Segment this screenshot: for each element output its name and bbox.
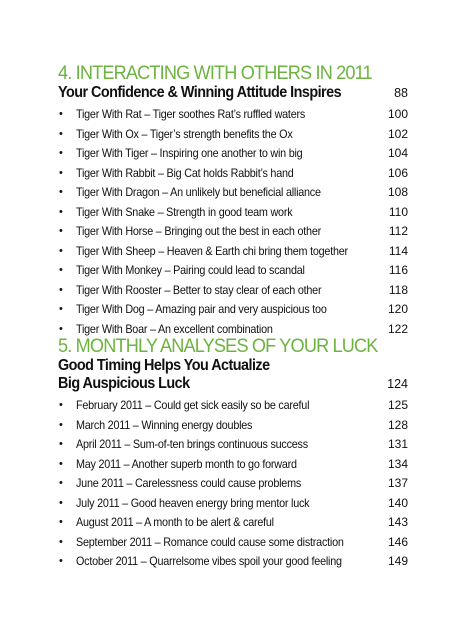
section-subtitle-line-1: Good Timing Helps You Actualize — [58, 357, 270, 374]
toc-entry-text: Tiger With Horse – Bringing out the best in each other — [76, 224, 321, 238]
toc-entry — [58, 552, 408, 572]
toc-list — [58, 105, 408, 339]
toc-section-monthly — [58, 335, 408, 572]
toc-entry-text: Tiger With Ox – Tiger’s strength benefits the Ox — [76, 126, 293, 141]
toc-entry-text: Tiger With Snake – Strength in good team work — [76, 204, 293, 219]
toc-entry — [58, 474, 408, 494]
bullet-icon: • — [59, 555, 63, 567]
toc-entry — [58, 164, 408, 184]
bullet-icon: • — [59, 225, 63, 237]
section-title: 5. MONTHLY ANALYSES OF YOUR LUCK — [58, 335, 378, 357]
toc-entry — [58, 281, 408, 301]
toc-entry — [58, 396, 408, 416]
toc-entry-text: August 2011 – A month to be alert & careful — [76, 515, 274, 529]
toc-entry — [58, 203, 408, 223]
bullet-icon: • — [59, 399, 63, 411]
toc-entry-page-number: 134 — [387, 456, 408, 471]
bullet-icon: • — [59, 535, 63, 548]
section-subtitle-line-2: Big Auspicious Luck 124 — [58, 375, 408, 392]
bullet-icon: • — [59, 108, 63, 120]
toc-entry-page-number: 100 — [387, 107, 408, 121]
toc-entry — [58, 125, 408, 145]
toc-entry-text: Tiger With Rat – Tiger soothes Rat’s ruffled waters — [76, 107, 306, 121]
toc-entry — [58, 455, 408, 475]
bullet-icon: • — [59, 244, 63, 257]
bullet-icon: • — [59, 477, 63, 489]
toc-entry-text: Tiger With Sheep – Heaven & Earth chi bring them together — [76, 243, 348, 258]
bullet-icon: • — [59, 322, 63, 335]
toc-entry-text: Tiger With Monkey – Pairing could lead to scandal — [76, 263, 305, 277]
bullet-icon: • — [59, 516, 63, 528]
toc-entry-text: Tiger With Dragon – An unlikely but beneficial alliance — [76, 185, 321, 199]
bullet-icon: • — [59, 496, 63, 509]
toc-entry-text: March 2011 – Winning energy doubles — [76, 417, 253, 432]
toc-entry-text: October 2011 – Quarrelsome vibes spoil your good feeling — [76, 554, 342, 568]
toc-entry-page-number: 106 — [387, 165, 408, 180]
toc-entry — [58, 105, 408, 125]
toc-list — [58, 396, 408, 572]
bullet-icon: • — [59, 457, 63, 470]
toc-entry-page-number: 102 — [387, 126, 408, 141]
toc-entry-text: February 2011 – Could get sick easily so be careful — [76, 398, 310, 412]
toc-entry-page-number: 125 — [387, 398, 408, 412]
toc-entry-page-number: 116 — [388, 263, 408, 277]
toc-entry-page-number: 149 — [387, 554, 408, 568]
toc-entry-text: June 2011 – Carelessness could cause problems — [76, 476, 302, 490]
toc-entry-page-number: 108 — [387, 185, 408, 199]
section-subtitle: Your Confidence & Winning Attitude Inspires — [58, 84, 342, 101]
bullet-icon: • — [59, 418, 63, 431]
bullet-icon: • — [59, 127, 63, 140]
toc-entry-page-number: 120 — [387, 302, 408, 316]
toc-entry-text: Tiger With Boar – An excellent combination — [76, 321, 273, 336]
toc-entry — [58, 435, 408, 455]
section-subtitle-row — [58, 84, 408, 102]
toc-entry — [58, 300, 408, 320]
toc-entry — [58, 494, 408, 514]
toc-entry-page-number: 110 — [388, 204, 408, 219]
toc-section-interacting — [58, 62, 408, 339]
toc-entry-text: July 2011 – Good heaven energy bring mentor luck — [76, 495, 310, 510]
bullet-icon: • — [59, 205, 63, 218]
toc-entry-text: Tiger With Rooster – Better to stay clear of each other — [76, 282, 322, 297]
toc-entry — [58, 242, 408, 262]
bullet-icon: • — [59, 264, 63, 276]
toc-entry-page-number: 146 — [387, 534, 408, 549]
toc-entry — [58, 533, 408, 553]
toc-entry-text: April 2011 – Sum-of-ten brings continuous success — [76, 437, 308, 451]
toc-entry-text: Tiger With Tiger – Inspiring one another to win big — [76, 146, 303, 160]
toc-entry — [58, 261, 408, 281]
toc-entry-text: Tiger With Rabbit – Big Cat holds Rabbit’s hand — [76, 165, 294, 180]
toc-entry-page-number: 122 — [387, 321, 408, 336]
toc-entry-page-number: 137 — [387, 476, 408, 490]
bullet-icon: • — [59, 303, 63, 315]
subtitle-page-number: 124 — [387, 377, 408, 391]
toc-entry-page-number: 104 — [387, 146, 408, 160]
toc-entry — [58, 513, 408, 533]
toc-entry-page-number: 143 — [387, 515, 408, 529]
toc-entry-text: May 2011 – Another superb month to go forward — [76, 456, 297, 471]
section-title: 4. INTERACTING WITH OTHERS IN 2011 — [58, 62, 372, 84]
toc-entry-page-number: 114 — [388, 243, 408, 258]
bullet-icon: • — [59, 283, 63, 296]
bullet-icon: • — [59, 438, 63, 450]
toc-entry — [58, 416, 408, 436]
toc-entry-page-number: 128 — [387, 417, 408, 432]
toc-entry-page-number: 118 — [388, 282, 408, 297]
bullet-icon: • — [59, 147, 63, 159]
toc-entry-text: September 2011 – Romance could cause some distraction — [76, 534, 344, 549]
bullet-icon: • — [59, 186, 63, 198]
toc-entry-page-number: 112 — [388, 224, 408, 238]
toc-entry — [58, 222, 408, 242]
toc-entry-page-number: 140 — [387, 495, 408, 510]
toc-entry — [58, 144, 408, 164]
toc-entry — [58, 183, 408, 203]
toc-entry-text: Tiger With Dog – Amazing pair and very auspicious too — [76, 302, 327, 316]
subtitle-page-number: 88 — [394, 86, 408, 100]
bullet-icon: • — [59, 166, 63, 179]
toc-entry-page-number: 131 — [387, 437, 408, 451]
